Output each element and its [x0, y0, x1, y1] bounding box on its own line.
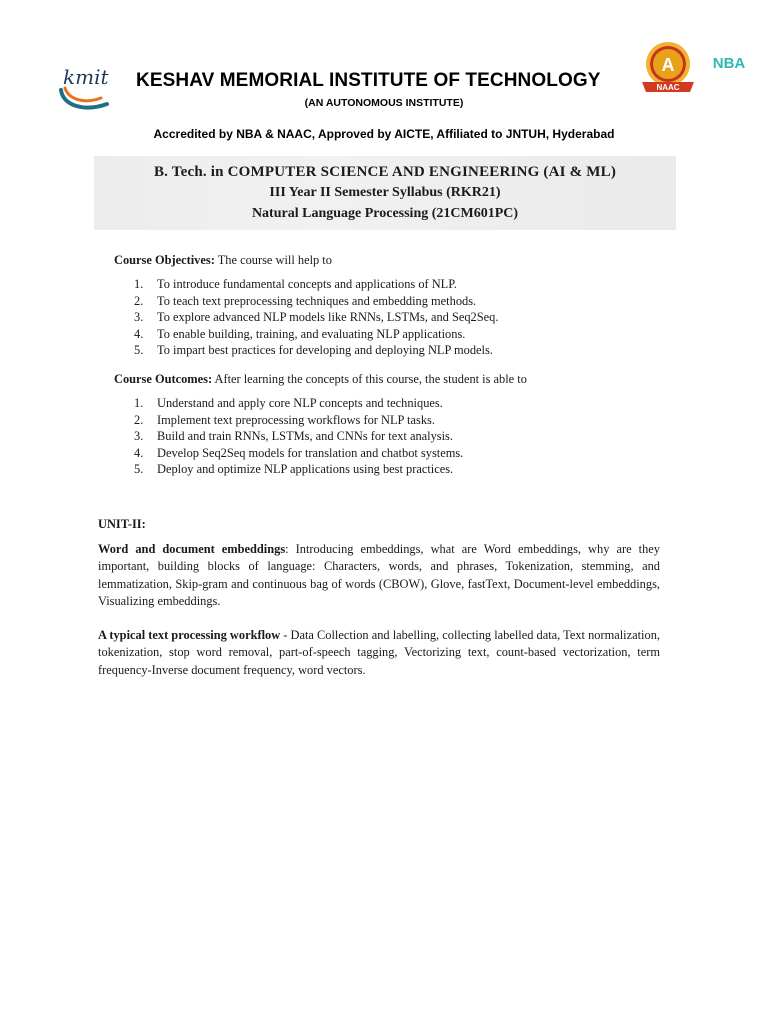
item-number: 4.: [134, 445, 144, 460]
embeddings-heading: Word and document embeddings: [98, 542, 286, 556]
item-number: 3.: [134, 310, 144, 324]
institute-subtitle: (AN AUTONOMOUS INSTITUTE): [304, 97, 464, 109]
svg-text:A: A: [661, 55, 675, 75]
outcomes-heading: Course Outcomes:: [114, 372, 213, 386]
list-item: [134, 326, 498, 343]
svg-text:kmit: kmit: [63, 65, 109, 89]
unit-title: UNIT-II:: [98, 517, 146, 531]
outcomes-list: [134, 395, 463, 478]
outcomes-intro-text: After learning the concepts of this course, the student is able to: [212, 372, 527, 386]
workflow-paragraph: [98, 627, 660, 679]
course-banner: [94, 156, 676, 230]
item-number: 2.: [134, 293, 144, 308]
item-number: 4.: [134, 326, 144, 341]
list-item: [134, 309, 498, 326]
objectives-list: [134, 276, 498, 359]
svg-text:NAAC: NAAC: [656, 83, 680, 92]
svg-text:NBA: NBA: [712, 55, 746, 72]
accreditation-line: Accredited by NBA & NAAC, Approved by AICTE, Affiliated to JNTUH, Hyderabad: [153, 127, 615, 141]
item-number: 5.: [134, 462, 144, 476]
item-text: Understand and apply core NLP concepts and techniques.: [157, 396, 443, 410]
item-text: Build and train RNNs, LSTMs, and CNNs for text analysis.: [157, 429, 453, 443]
item-text: To introduce fundamental concepts and applications of NLP.: [157, 277, 457, 291]
item-number: 3.: [134, 429, 144, 443]
item-number: 1.: [134, 277, 144, 291]
list-item: [134, 461, 463, 478]
course-title: Natural Language Processing (21CM601PC): [251, 206, 519, 221]
item-text: Implement text preprocessing workflows for NLP tasks.: [157, 412, 435, 427]
naac-badge-icon: [636, 40, 700, 96]
objectives-intro-text: The course will help to: [214, 253, 332, 267]
list-item: [134, 342, 498, 359]
workflow-heading: A typical text processing workflow: [98, 628, 281, 642]
outcomes-intro: [114, 371, 527, 387]
objectives-intro: [114, 252, 332, 268]
institute-name: KESHAV MEMORIAL INSTITUTE OF TECHNOLOGY: [136, 70, 601, 91]
item-number: 5.: [134, 343, 144, 357]
semester-title: III Year II Semester Syllabus (RKR21): [269, 185, 501, 200]
list-item: [134, 395, 463, 412]
list-item: [134, 428, 463, 445]
item-number: 2.: [134, 412, 144, 427]
objectives-heading: Course Objectives:: [114, 253, 215, 267]
list-item: [134, 412, 463, 429]
program-title: B. Tech. in COMPUTER SCIENCE AND ENGINEERING (AI & ML): [153, 164, 617, 180]
item-text: Deploy and optimize NLP applications using best practices.: [157, 462, 454, 476]
item-text: To teach text preprocessing techniques and embedding methods.: [157, 293, 477, 308]
item-number: 1.: [134, 396, 144, 410]
list-item: [134, 293, 498, 310]
nba-logo-icon: [712, 52, 746, 74]
item-text: Develop Seq2Seq models for translation and chatbot systems.: [157, 445, 464, 460]
list-item: [134, 445, 463, 462]
item-text: To impart best practices for developing and deploying NLP models.: [157, 343, 493, 357]
embeddings-paragraph: [98, 541, 660, 610]
item-text: To explore advanced NLP models like RNNs, LSTMs, and Seq2Seq.: [157, 310, 499, 324]
workflow-body: - Data Collection and labelling, collecting labelled data, Text normalization, tokenization, stop word removal, part-of-speech tagging, Vectorizing text, count-based vectorization, term frequency-Inverse document frequency, word vectors.: [98, 628, 660, 677]
item-text: To enable building, training, and evaluating NLP applications.: [157, 326, 466, 341]
list-item: [134, 276, 498, 293]
embeddings-body: : Introducing embeddings, what are Word embeddings, why are they important, building blocks of language: Characters, words, and phrases, Tokenization, stemming, and lemmatization, Skip-gram and continuous bag of words (CBOW), Glove, fastText, Document-level embeddings, Visualizing embeddings.: [98, 542, 660, 608]
